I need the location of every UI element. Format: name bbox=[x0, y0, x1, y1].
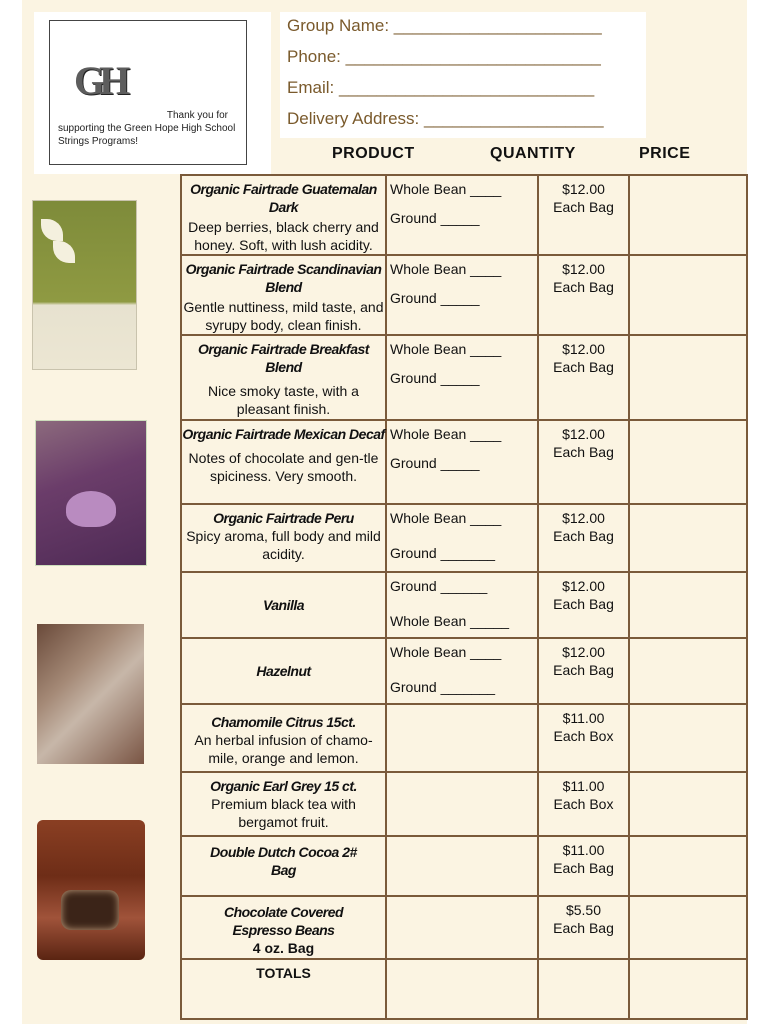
price-amount: $11.00 bbox=[562, 778, 605, 794]
table-row bbox=[181, 638, 747, 704]
price-total-cell[interactable] bbox=[629, 772, 747, 836]
totals-price-cell[interactable] bbox=[538, 959, 629, 1019]
table-row bbox=[181, 420, 747, 504]
product-description: Notes of chocolate and gen-tle spiciness. Very smooth. bbox=[188, 450, 379, 484]
table-row bbox=[181, 175, 747, 255]
quantity-ground[interactable]: Ground _____ bbox=[390, 370, 480, 386]
price-unit: Each Bag bbox=[553, 662, 614, 678]
product-description: An herbal infusion of chamo-mile, orange and lemon. bbox=[194, 732, 373, 766]
quantity-cell[interactable] bbox=[386, 772, 538, 836]
totals-row bbox=[181, 959, 747, 1019]
price-amount: $11.00 bbox=[562, 710, 605, 726]
product-description: 4 oz. Bag bbox=[252, 940, 315, 956]
price-unit: Each Box bbox=[553, 728, 614, 744]
quantity-ground[interactable]: Ground _______ bbox=[390, 545, 496, 561]
price-unit: Each Bag bbox=[553, 444, 614, 460]
product-name: Organic Fairtrade Mexican Decaf bbox=[182, 426, 385, 442]
price-total-cell[interactable] bbox=[629, 704, 747, 772]
price-unit: Each Bag bbox=[553, 920, 614, 936]
leaf-icon bbox=[41, 219, 63, 241]
email-field[interactable]: Email: ___________________________ bbox=[287, 78, 595, 97]
quantity-cell[interactable] bbox=[386, 836, 538, 896]
price-amount: $5.50 bbox=[565, 902, 602, 918]
price-amount: $12.00 bbox=[562, 341, 605, 357]
price-amount: $12.00 bbox=[562, 181, 605, 197]
price-unit: Each Box bbox=[553, 796, 614, 812]
table-row bbox=[181, 572, 747, 638]
price-total-cell[interactable] bbox=[629, 638, 747, 704]
table-row bbox=[181, 772, 747, 836]
quantity-whole-bean[interactable]: Whole Bean ____ bbox=[390, 644, 502, 660]
logo-card bbox=[49, 20, 247, 165]
tea-box-image bbox=[35, 420, 147, 566]
price-total-cell[interactable] bbox=[629, 255, 747, 335]
bag-window bbox=[61, 890, 119, 930]
product-description: Deep berries, black cherry and honey. Soft, with lush acidity. bbox=[188, 219, 379, 253]
quantity-whole-bean[interactable]: Whole Bean ____ bbox=[390, 261, 502, 277]
table-row bbox=[181, 255, 747, 335]
price-total-cell[interactable] bbox=[629, 896, 747, 959]
quantity-cell[interactable] bbox=[386, 896, 538, 959]
product-name: Organic Fairtrade Peru bbox=[213, 510, 354, 526]
totals-label: TOTALS bbox=[181, 959, 386, 1019]
product-name: Hazelnut bbox=[256, 663, 311, 679]
price-total-cell[interactable] bbox=[629, 420, 747, 504]
phone-field[interactable]: Phone: ___________________________ bbox=[287, 47, 601, 66]
cocoa-image bbox=[37, 624, 144, 764]
price-unit: Each Bag bbox=[553, 860, 614, 876]
price-column-header: PRICE bbox=[639, 145, 691, 162]
thanks-line-2: supporting the Green Hope High School Strings Programs! bbox=[58, 123, 236, 147]
product-name: Organic Fairtrade Scandinavian Blend bbox=[185, 261, 382, 295]
price-total-cell[interactable] bbox=[629, 572, 747, 638]
product-description: Premium black tea with bergamot fruit. bbox=[211, 796, 356, 830]
espresso-beans-bag-image bbox=[37, 820, 145, 960]
price-total-cell[interactable] bbox=[629, 836, 747, 896]
price-unit: Each Bag bbox=[553, 199, 614, 215]
price-amount: $12.00 bbox=[562, 426, 605, 442]
product-description: Nice smoky taste, with a pleasant finish. bbox=[208, 383, 359, 417]
table-row bbox=[181, 836, 747, 896]
price-total-cell[interactable] bbox=[629, 335, 747, 420]
product-name: Organic Earl Grey 15 ct. bbox=[210, 778, 357, 794]
quantity-ground[interactable]: Ground _______ bbox=[390, 679, 496, 695]
price-unit: Each Bag bbox=[553, 279, 614, 295]
contact-info-panel bbox=[280, 12, 646, 138]
quantity-column-header: QUANTITY bbox=[490, 145, 576, 162]
price-total-cell[interactable] bbox=[629, 504, 747, 572]
product-name: Organic Fairtrade Breakfast Blend bbox=[198, 341, 369, 375]
price-amount: $12.00 bbox=[562, 261, 605, 277]
table-row bbox=[181, 896, 747, 959]
product-name: Chocolate Covered Espresso Beans bbox=[223, 904, 344, 938]
table-row bbox=[181, 504, 747, 572]
quantity-ground[interactable]: Ground _____ bbox=[390, 455, 480, 471]
quantity-whole-bean[interactable]: Whole Bean ____ bbox=[390, 341, 502, 357]
price-unit: Each Bag bbox=[553, 528, 614, 544]
quantity-whole-bean[interactable]: Whole Bean ____ bbox=[390, 426, 502, 442]
product-column-header: PRODUCT bbox=[332, 145, 415, 162]
price-total-cell[interactable] bbox=[629, 175, 747, 255]
thanks-line-1: Thank you for bbox=[166, 110, 228, 121]
delivery-address-field[interactable]: Delivery Address: ___________________ bbox=[287, 109, 604, 128]
product-name: Vanilla bbox=[262, 597, 305, 613]
product-name: Double Dutch Cocoa 2# Bag bbox=[210, 844, 357, 878]
order-table bbox=[180, 174, 748, 1020]
price-amount: $11.00 bbox=[562, 842, 605, 858]
leaf-icon bbox=[53, 241, 75, 263]
quantity-cell[interactable] bbox=[386, 704, 538, 772]
product-description: Spicy aroma, full body and mild acidity. bbox=[186, 528, 381, 562]
table-row bbox=[181, 704, 747, 772]
logo-panel bbox=[34, 12, 271, 174]
quantity-whole-bean[interactable]: Whole Bean ____ bbox=[390, 510, 502, 526]
quantity-whole-bean[interactable]: Whole Bean _____ bbox=[390, 613, 510, 629]
coffee-bag-image bbox=[32, 200, 137, 370]
price-unit: Each Bag bbox=[553, 596, 614, 612]
price-unit: Each Bag bbox=[553, 359, 614, 375]
quantity-ground[interactable]: Ground _____ bbox=[390, 210, 480, 226]
totals-quantity-cell[interactable] bbox=[386, 959, 538, 1019]
table-row bbox=[181, 335, 747, 420]
group-name-field[interactable]: Group Name: ______________________ bbox=[287, 16, 602, 35]
price-amount: $12.00 bbox=[562, 510, 605, 526]
product-name: Organic Fairtrade Guatemalan Dark bbox=[190, 181, 377, 215]
product-description: Gentle nuttiness, mild taste, and syrupy body, clean finish. bbox=[183, 299, 384, 333]
price-amount: $12.00 bbox=[562, 644, 605, 660]
teapot-icon bbox=[66, 491, 116, 527]
quantity-ground[interactable]: Ground _____ bbox=[390, 290, 480, 306]
price-amount: $12.00 bbox=[562, 578, 605, 594]
thanks-note bbox=[58, 109, 242, 148]
product-name: Chamomile Citrus 15ct. bbox=[211, 714, 356, 730]
gh-logo: GH bbox=[74, 58, 125, 103]
quantity-ground[interactable]: Ground ______ bbox=[390, 578, 488, 594]
totals-amount-cell[interactable] bbox=[629, 959, 747, 1019]
quantity-whole-bean[interactable]: Whole Bean ____ bbox=[390, 181, 502, 197]
